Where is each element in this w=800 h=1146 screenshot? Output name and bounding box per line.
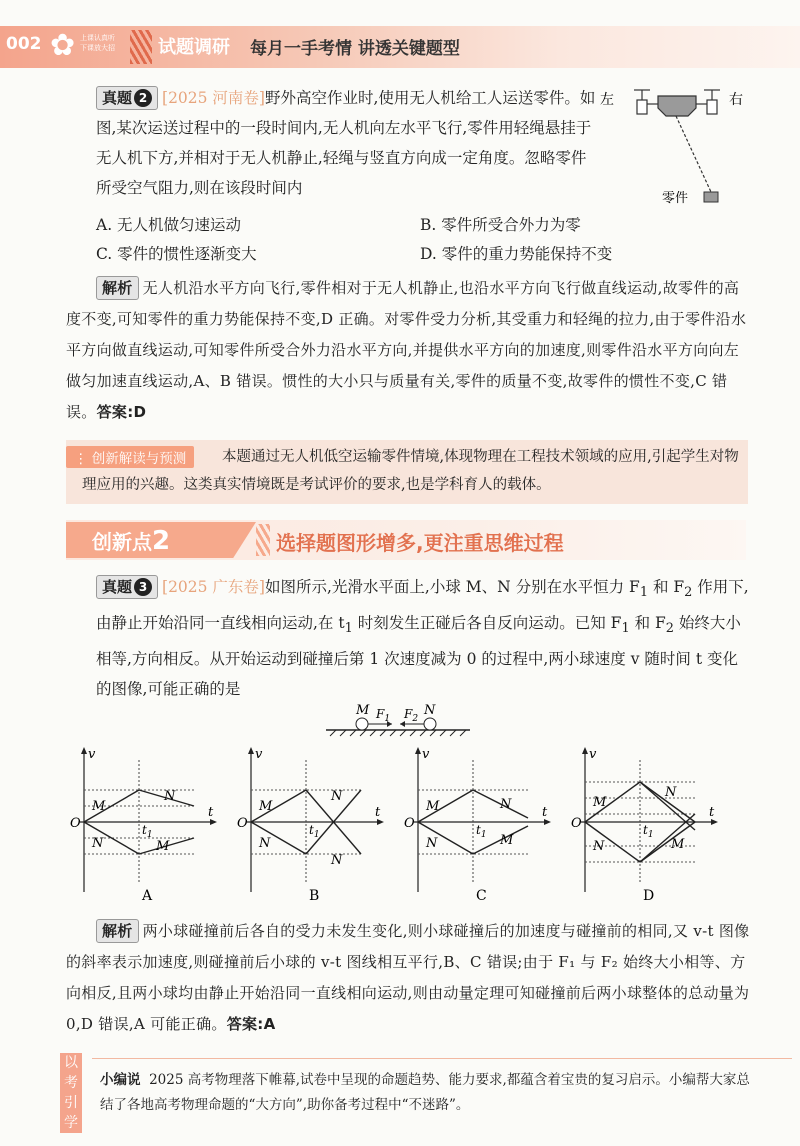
line-label-N: N xyxy=(665,785,677,800)
v-label: v xyxy=(255,747,263,762)
editor-label: 小编说 xyxy=(100,1072,141,1088)
line-label-M: M xyxy=(593,795,607,810)
choice-label: D xyxy=(643,888,655,904)
t1-label: $t_1$ xyxy=(476,823,487,840)
question-source: [2025 广东卷] xyxy=(162,578,265,596)
header-stripes xyxy=(130,30,152,64)
header-tagline: 每月一手考情 讲透关键题型 xyxy=(250,39,460,59)
line-label-M: M xyxy=(500,833,514,848)
analysis-tag: 解析 xyxy=(96,276,139,300)
vt-graphs xyxy=(66,740,736,910)
choice-label: C xyxy=(476,888,487,904)
line-label-M: M xyxy=(426,799,440,814)
origin-label: O xyxy=(404,816,415,831)
header-slogan: 上课认真听 下课放大招 xyxy=(80,34,115,52)
line-label-N: N xyxy=(92,836,104,851)
origin-label: O xyxy=(571,816,582,831)
t-label: t xyxy=(709,805,715,820)
analysis-2 xyxy=(66,916,750,1040)
ball-m xyxy=(356,718,368,730)
v-label: v xyxy=(422,747,430,762)
innovation-text: 本题通过无人机低空运输零件情境,体现物理在工程技术领域的应用,引起学生对物理应用的兴趣。这类真实情境既是考试评价的要求,也是学科育人的载体。 xyxy=(82,449,739,493)
footer-divider xyxy=(92,1058,792,1059)
banner-stripes xyxy=(256,524,270,556)
v-arrow xyxy=(415,747,421,754)
line-label-M: M xyxy=(92,799,106,814)
line-label-N: N xyxy=(164,789,176,804)
question-source: [2025 河南卷] xyxy=(162,89,265,107)
t1-label: $t_1$ xyxy=(309,823,320,840)
question-2-stem xyxy=(96,83,598,203)
v-arrow xyxy=(248,747,254,754)
line-label-N: N xyxy=(593,839,605,854)
flower-icon: ✿ xyxy=(50,28,76,63)
ground-hatch xyxy=(330,730,466,736)
drone-figure xyxy=(596,80,766,212)
question-text: 野外高空作业时,使用无人机给工人运送零件。如图,某次运送过程中的一段时间内,无人机向左水平飞行,零件用轻绳悬挂于无人机下方,并相对于无人机静止,轻绳与竖直方向成一定角度。忽略零件所受空气阻力,则在该段时间内 xyxy=(96,89,596,197)
t-label: t xyxy=(208,805,214,820)
v-label: v xyxy=(589,747,597,762)
v-arrow xyxy=(81,747,87,754)
line-label-N: N xyxy=(259,836,271,851)
page-header xyxy=(0,24,800,72)
innovation-point-banner xyxy=(66,520,746,560)
svg-text:M: M xyxy=(356,703,370,718)
innovation-tag: ⋮ 创新解读与预测 xyxy=(66,446,194,468)
ball-n xyxy=(424,718,436,730)
question-number: 2 xyxy=(134,89,152,107)
v-arrow xyxy=(582,747,588,754)
origin-label: O xyxy=(237,816,248,831)
label-left: 左 xyxy=(600,92,614,108)
v-label: v xyxy=(88,747,96,762)
label-part: 零件 xyxy=(662,191,689,206)
choice-label: B xyxy=(309,888,320,904)
analysis-text: 两小球碰撞前后各自的受力未发生变化,则小球碰撞后的加速度与碰撞前的相同,又 v-t 图像的斜率表示加速度,则碰撞前后小球的 v-t 图线相互平行,B、C 错误;由于 F₁ 与 F₂ 始终大小相等、方向相反,且两小球均由静止开始沿同一直线相向运动,则由动量定理可知碰撞前后两小球整体的总动量为 0,D 错误,A 可能正确。 xyxy=(66,922,750,1033)
question-tag: 真题 3 xyxy=(96,575,158,599)
t1-label: $t_1$ xyxy=(643,823,654,840)
label-right: 右 xyxy=(729,92,743,108)
t-label: t xyxy=(375,805,381,820)
graph-B xyxy=(237,747,384,904)
line-label-N: N xyxy=(331,789,343,804)
analysis-tag: 解析 xyxy=(96,919,139,943)
side-tab: 以考引学 xyxy=(60,1053,82,1133)
graph-A xyxy=(70,747,217,904)
line-label-N: N xyxy=(426,836,438,851)
t1-label: $t_1$ xyxy=(142,823,153,840)
question-3-stem: 真题 3 [2025 广东卷]如图所示,光滑水平面上,小球 M、N 分别在水平恒力 $F_1$ 和 $F_2$ 作用下,由静止开始沿同一直线相向运动,在 $t_1$ 时刻发生正碰后各自反向运动。已知 $F_1$ 和 $F_2$ 始终大小相等,方向相反。从开始运动到碰撞后第 1 次速度减为 0 的过程中,两小球速度 v 随时间 t 变化的图像,可能正确的是 xyxy=(96,572,750,704)
svg-text:N: N xyxy=(424,703,436,718)
line-label-N: N xyxy=(331,853,343,868)
analysis-1 xyxy=(66,273,750,428)
drone-icon xyxy=(634,90,720,116)
svg-text:F1: $F_1$ xyxy=(376,707,391,724)
line-label-M: M xyxy=(156,839,170,854)
question-tag: 真题 2 xyxy=(96,86,158,110)
answer: 答案:D xyxy=(96,403,147,421)
line-label-M: M xyxy=(259,799,273,814)
line-label-N: N xyxy=(500,797,512,812)
choice-label: A xyxy=(142,888,153,904)
svg-text:F2: $F_2$ xyxy=(404,707,419,724)
point-label: 创新点2 xyxy=(92,526,171,556)
option-b: B. 零件所受合外力为零 xyxy=(420,216,581,234)
point-title: 选择题图形增多,更注重思维过程 xyxy=(276,531,564,555)
graph-D xyxy=(571,747,718,904)
question-number: 3 xyxy=(134,578,152,596)
section-title: 试题调研 xyxy=(158,37,230,58)
editor-text: 2025 高考物理落下帷幕,试卷中呈现的命题趋势、能力要求,都蕴含着宝贵的复习启示。小编帮大家总结了各地高考物理命题的“大方向”,助你备考过程中“不迷路”。 xyxy=(100,1072,750,1113)
v-t-line xyxy=(640,822,695,862)
t-label: t xyxy=(542,805,548,820)
answer: 答案:A xyxy=(226,1015,276,1033)
option-d: D. 零件的重力势能保持不变 xyxy=(420,245,613,263)
graph-C xyxy=(404,747,551,904)
part-block xyxy=(704,192,718,202)
innovation-box xyxy=(66,440,748,504)
collision-scene xyxy=(320,700,480,740)
page-number: 002 xyxy=(6,34,42,54)
line-label-M: M xyxy=(671,837,685,852)
option-a: A. 无人机做匀速运动 xyxy=(96,216,242,234)
option-c: C. 零件的惯性逐渐变大 xyxy=(96,245,257,263)
rope xyxy=(676,116,711,192)
editor-note xyxy=(100,1068,750,1118)
origin-label: O xyxy=(70,816,81,831)
analysis-text: 无人机沿水平方向飞行,零件相对于无人机静止,也沿水平方向飞行做直线运动,故零件的高度不变,可知零件的重力势能保持不变,D 正确。对零件受力分析,其受重力和轻绳的拉力,由于零件沿水平方向做直线运动,可知零件所受合外力沿水平方向,并提供水平方向的加速度,则零件沿水平方向向左做匀加速直线运动,A、B 错误。惯性的大小只与质量有关,零件的质量不变,故零件的惯性不变,C 错误。 xyxy=(66,279,747,421)
